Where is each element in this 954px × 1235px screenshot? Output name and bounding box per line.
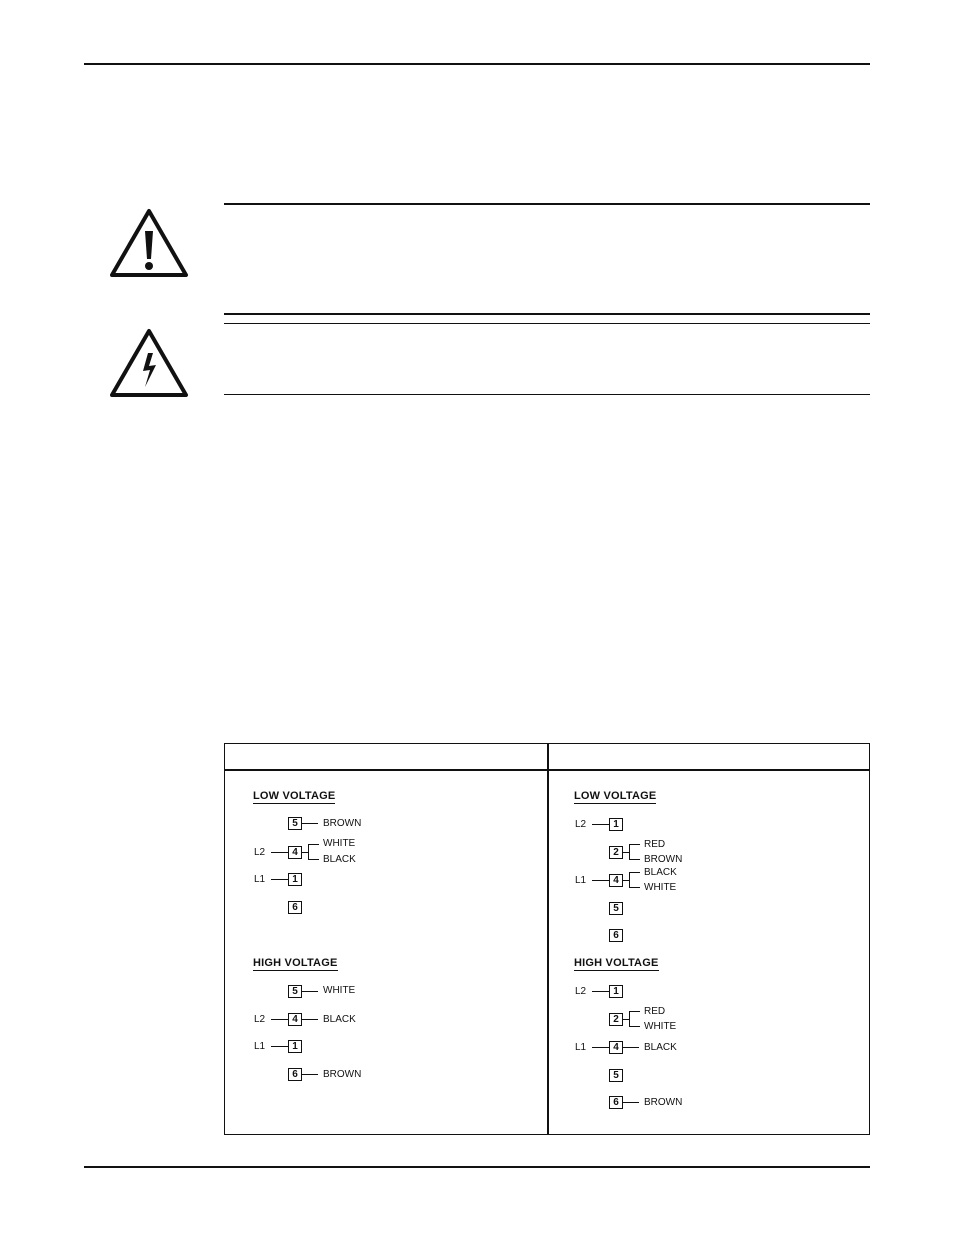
left-low-t5-wire: BROWN xyxy=(323,818,362,829)
wire-line xyxy=(592,824,609,825)
wire-line xyxy=(302,1074,318,1075)
wire-line xyxy=(629,1011,630,1027)
left-high-terminal-1: 1 xyxy=(288,1040,302,1053)
left-low-l1-label: L1 xyxy=(254,874,266,885)
wire-line xyxy=(271,852,288,853)
right-low-t4-wire-a: BLACK xyxy=(644,867,677,878)
wire-line xyxy=(302,1019,318,1020)
left-low-terminal-6: 6 xyxy=(288,901,302,914)
wire-line xyxy=(623,1102,639,1103)
left-low-terminal-1: 1 xyxy=(288,873,302,886)
right-high-terminal-1: 1 xyxy=(609,985,623,998)
right-high-t2-wire-a: RED xyxy=(644,1006,666,1017)
wire-line xyxy=(629,844,640,845)
header-rule xyxy=(84,63,870,65)
wire-line xyxy=(271,1019,288,1020)
left-low-voltage-title: LOW VOLTAGE xyxy=(253,790,336,802)
wire-line xyxy=(592,1047,609,1048)
left-high-t6-wire: BROWN xyxy=(323,1069,362,1080)
left-low-terminal-4: 4 xyxy=(288,846,302,859)
wire-line xyxy=(629,872,640,873)
right-wiring-panel xyxy=(549,771,869,1134)
wire-line xyxy=(629,859,640,860)
left-high-t5-wire: WHITE xyxy=(323,985,356,996)
right-high-l1-label: L1 xyxy=(575,1042,587,1053)
left-low-l2-label: L2 xyxy=(254,847,266,858)
footer-rule xyxy=(84,1166,870,1168)
shock-top-rule xyxy=(224,323,870,324)
wire-line xyxy=(271,879,288,880)
right-high-t6-wire: BROWN xyxy=(644,1097,683,1108)
right-high-terminal-2: 2 xyxy=(609,1013,623,1026)
right-low-terminal-4: 4 xyxy=(609,874,623,887)
right-low-t2-wire-a: RED xyxy=(644,839,666,850)
wire-line xyxy=(308,844,319,845)
wire-line xyxy=(302,823,318,824)
right-low-terminal-5: 5 xyxy=(609,902,623,915)
electric-shock-warning-icon xyxy=(108,327,190,399)
left-high-t4-wire: BLACK xyxy=(323,1014,356,1025)
left-high-voltage-title: HIGH VOLTAGE xyxy=(253,957,338,969)
left-high-l1-label: L1 xyxy=(254,1041,266,1052)
right-low-t2-wire-b: BROWN xyxy=(644,854,683,865)
right-high-voltage-title: HIGH VOLTAGE xyxy=(574,957,659,969)
right-low-l2-label: L2 xyxy=(575,819,587,830)
warning-bottom-rule xyxy=(224,313,870,315)
right-high-terminal-5: 5 xyxy=(609,1069,623,1082)
exclamation-warning-triangle-icon xyxy=(108,207,190,279)
wire-line xyxy=(271,1046,288,1047)
left-high-terminal-4: 4 xyxy=(288,1013,302,1026)
left-wiring-panel xyxy=(225,771,547,1134)
right-low-terminal-2: 2 xyxy=(609,846,623,859)
wire-line xyxy=(308,859,319,860)
right-high-terminal-6: 6 xyxy=(609,1096,623,1109)
wire-line xyxy=(629,1026,640,1027)
warning-top-rule xyxy=(224,203,870,205)
left-high-l2-label: L2 xyxy=(254,1014,266,1025)
wire-line xyxy=(592,991,609,992)
left-high-terminal-5: 5 xyxy=(288,985,302,998)
left-high-terminal-6: 6 xyxy=(288,1068,302,1081)
wiring-diagram-table xyxy=(224,743,870,1135)
shock-bottom-rule xyxy=(224,394,870,395)
wire-line xyxy=(629,887,640,888)
wire-line xyxy=(302,991,318,992)
right-high-t4-wire: BLACK xyxy=(644,1042,677,1053)
wire-line xyxy=(592,880,609,881)
right-high-terminal-4: 4 xyxy=(609,1041,623,1054)
left-low-terminal-5: 5 xyxy=(288,817,302,830)
wire-line xyxy=(623,1047,639,1048)
right-high-t2-wire-b: WHITE xyxy=(644,1021,677,1032)
right-low-terminal-6: 6 xyxy=(609,929,623,942)
right-high-l2-label: L2 xyxy=(575,986,587,997)
wire-line xyxy=(629,844,630,860)
right-low-terminal-1: 1 xyxy=(609,818,623,831)
left-low-t4-wire-b: BLACK xyxy=(323,854,356,865)
right-low-l1-label: L1 xyxy=(575,875,587,886)
right-low-voltage-title: LOW VOLTAGE xyxy=(574,790,657,802)
wire-line xyxy=(308,844,309,860)
right-low-t4-wire-b: WHITE xyxy=(644,882,677,893)
wire-line xyxy=(629,1011,640,1012)
left-low-t4-wire-a: WHITE xyxy=(323,838,356,849)
wire-line xyxy=(629,872,630,888)
